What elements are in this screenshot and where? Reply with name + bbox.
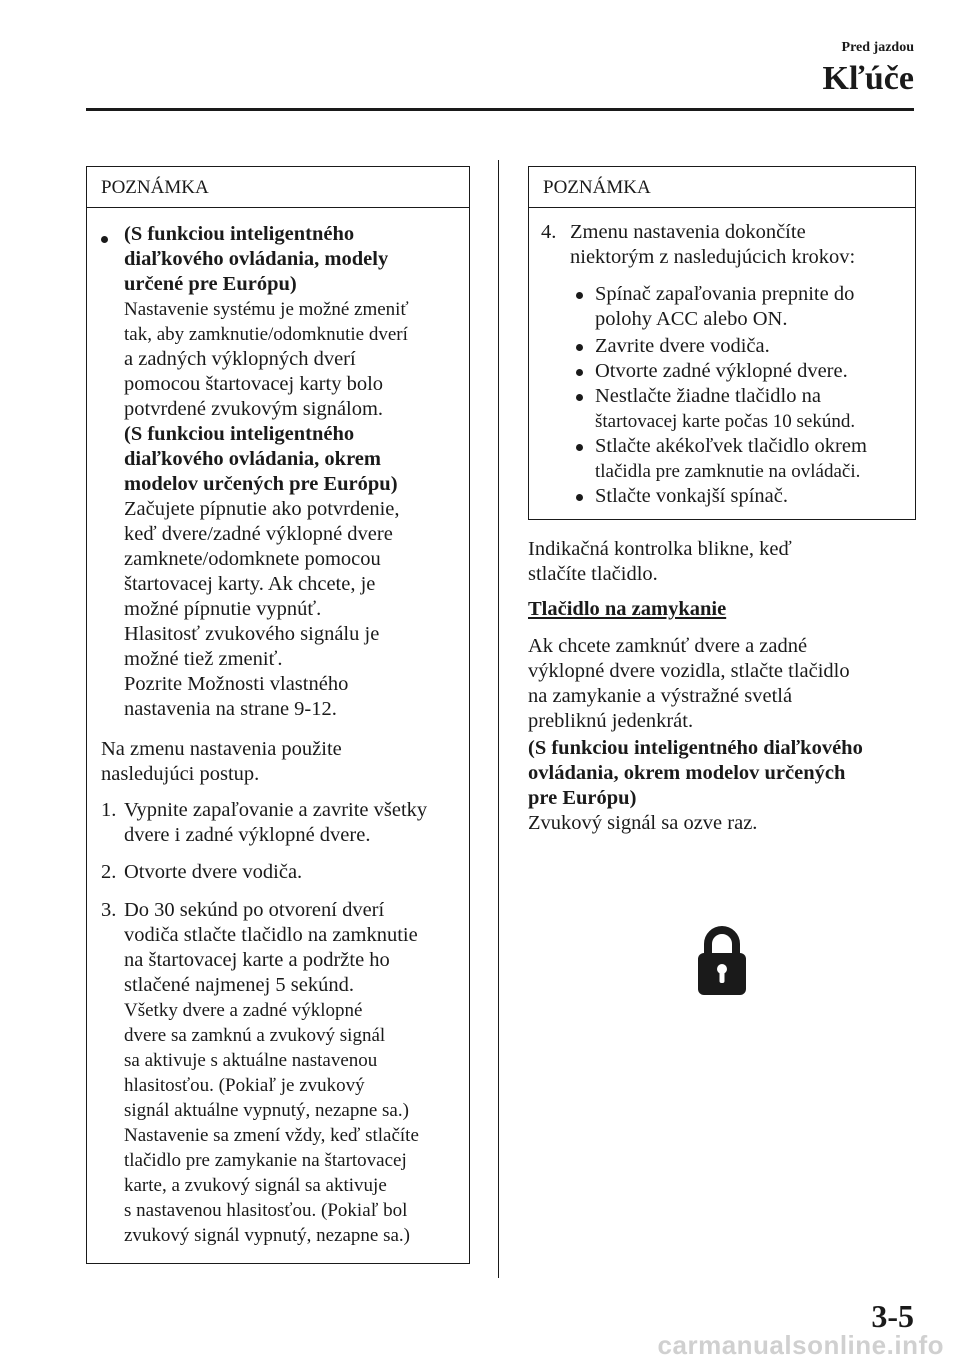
step-line: stlačené najmenej 5 sekúnd. bbox=[124, 974, 354, 996]
step-line: Vypnite zapaľovanie a zavrite všetky bbox=[124, 799, 428, 821]
intro-line-1: Na zmenu nastavenia použite bbox=[101, 738, 342, 760]
left-bullet-line: potvrdené zvukovým signálom. bbox=[124, 398, 384, 420]
step-line: Do 30 sekúnd po otvorení dverí bbox=[124, 899, 385, 921]
left-bullet-line: Pozrite Možnosti vlastného bbox=[124, 673, 349, 695]
right-bullet-line: Zavrite dvere vodiča. bbox=[595, 335, 770, 357]
right-step-line-2: niektorým z nasledujúcich krokov: bbox=[570, 246, 856, 268]
right-step-line-1: Zmenu nastavenia dokončíte bbox=[570, 221, 806, 243]
right-note-heading: POZNÁMKA bbox=[529, 167, 915, 208]
bullet-icon bbox=[576, 369, 583, 376]
bold-line-3: pre Európu) bbox=[528, 787, 637, 809]
step-line: Všetky dvere a zadné výklopné bbox=[124, 1000, 363, 1021]
indicator-line-2: stlačíte tlačidlo. bbox=[528, 563, 658, 585]
para-line-2: výklopné dvere vozidla, stlačte tlačidlo bbox=[528, 660, 850, 682]
right-bullet-line: Spínač zapaľovania prepnite do bbox=[595, 283, 855, 305]
right-bullet-line: Otvorte zadné výklopné dvere. bbox=[595, 360, 848, 382]
right-bullet-line: Stlačte vonkajší spínač. bbox=[595, 485, 788, 507]
bold-line-1: (S funkciou inteligentného diaľkového bbox=[528, 737, 863, 759]
left-note-heading: POZNÁMKA bbox=[87, 167, 469, 208]
left-bullet-line: keď dvere/zadné výklopné dvere bbox=[124, 523, 393, 545]
para-line-3: na zamykanie a výstražné svetlá bbox=[528, 685, 793, 707]
bullet-icon bbox=[576, 344, 583, 351]
para-line-4: prebliknú jedenkrát. bbox=[528, 710, 694, 732]
section-title: Pred jazdou bbox=[841, 40, 914, 55]
left-bullet-line: zamknete/odomknete pomocou bbox=[124, 548, 381, 570]
left-bullet-line: a zadných výklopných dverí bbox=[124, 348, 356, 370]
right-bullet-line: tlačidla pre zamknutie na ovládači. bbox=[595, 461, 861, 482]
step-line: dvere sa zamknú a zvukový signál bbox=[124, 1025, 386, 1046]
step-line: vodiča stlačte tlačidlo na zamknutie bbox=[124, 924, 418, 946]
step-number: 2. bbox=[101, 861, 117, 883]
column-divider bbox=[498, 160, 499, 1278]
bullet-icon bbox=[576, 444, 583, 451]
left-bullet-line: modelov určených pre Európu) bbox=[124, 473, 398, 495]
left-bullet-line: štartovacej karty. Ak chcete, je bbox=[124, 573, 376, 595]
bullet-icon bbox=[576, 292, 583, 299]
right-bullet-line: Nestlačte žiadne tlačidlo na bbox=[595, 385, 821, 407]
step-number: 1. bbox=[101, 799, 117, 821]
right-step-number: 4. bbox=[541, 221, 557, 243]
left-bullet-line: (S funkciou inteligentného bbox=[124, 423, 355, 445]
bullet-icon bbox=[101, 236, 108, 243]
step-line: Otvorte dvere vodiča. bbox=[124, 861, 303, 883]
footer-watermark: carmanualsonline.info bbox=[657, 1330, 944, 1360]
left-bullet-line: tak, aby zamknutie/odomknutie dverí bbox=[124, 324, 408, 345]
page-title: Kľúče bbox=[822, 60, 914, 97]
left-bullet-line: možné pípnutie vypnúť. bbox=[124, 598, 322, 620]
page-number: 3-5 bbox=[871, 1298, 914, 1334]
step-line: zvukový signál vypnutý, nezapne sa.) bbox=[124, 1225, 410, 1246]
lock-button-subheading: Tlačidlo na zamykanie bbox=[528, 598, 727, 620]
right-bullet-line: Stlačte akékoľvek tlačidlo okrem bbox=[595, 435, 867, 457]
step-line: tlačidlo pre zamykanie na štartovacej bbox=[124, 1150, 407, 1171]
bullet-icon bbox=[576, 494, 583, 501]
last-line: Zvukový signál sa ozve raz. bbox=[528, 812, 758, 834]
para-line-1: Ak chcete zamknúť dvere a zadné bbox=[528, 635, 808, 657]
bold-line-2: ovládania, okrem modelov určených bbox=[528, 762, 846, 784]
intro-line-2: nasledujúci postup. bbox=[101, 763, 260, 785]
indicator-line-1: Indikačná kontrolka blikne, keď bbox=[528, 538, 792, 560]
step-line: signál aktuálne vypnutý, nezapne sa.) bbox=[124, 1100, 409, 1121]
left-bullet-line: (S funkciou inteligentného bbox=[124, 223, 355, 245]
step-line: karte, a zvukový signál sa aktivuje bbox=[124, 1175, 387, 1196]
step-line: Nastavenie sa zmení vždy, keď stlačíte bbox=[124, 1125, 419, 1146]
left-bullet-line: určené pre Európu) bbox=[124, 273, 297, 295]
right-bullet-line: štartovacej karte počas 10 sekúnd. bbox=[595, 411, 856, 432]
bullet-icon bbox=[576, 394, 583, 401]
left-bullet-line: Nastavenie systému je možné zmeniť bbox=[124, 299, 409, 320]
left-bullet-line: diaľkového ovládania, modely bbox=[124, 248, 389, 270]
step-line: na štartovacej karte a podržte ho bbox=[124, 949, 390, 971]
step-line: sa aktivuje s aktuálne nastavenou bbox=[124, 1050, 378, 1071]
left-bullet-line: nastavenia na strane 9-12. bbox=[124, 698, 337, 720]
header-rule bbox=[86, 108, 914, 111]
left-bullet-line: diaľkového ovládania, okrem bbox=[124, 448, 381, 470]
step-number: 3. bbox=[101, 899, 117, 921]
lock-icon bbox=[696, 924, 748, 996]
left-bullet-line: Hlasitosť zvukového signálu je bbox=[124, 623, 380, 645]
left-bullet-line: pomocou štartovacej karty bolo bbox=[124, 373, 384, 395]
left-bullet-line: možné tiež zmeniť. bbox=[124, 648, 283, 670]
left-bullet-line: Začujete pípnutie ako potvrdenie, bbox=[124, 498, 400, 520]
step-line: s nastavenou hlasitosťou. (Pokiaľ bol bbox=[124, 1200, 408, 1221]
step-line: hlasitosťou. (Pokiaľ je zvukový bbox=[124, 1075, 365, 1096]
right-bullet-line: polohy ACC alebo ON. bbox=[595, 308, 788, 330]
step-line: dvere i zadné výklopné dvere. bbox=[124, 824, 371, 846]
